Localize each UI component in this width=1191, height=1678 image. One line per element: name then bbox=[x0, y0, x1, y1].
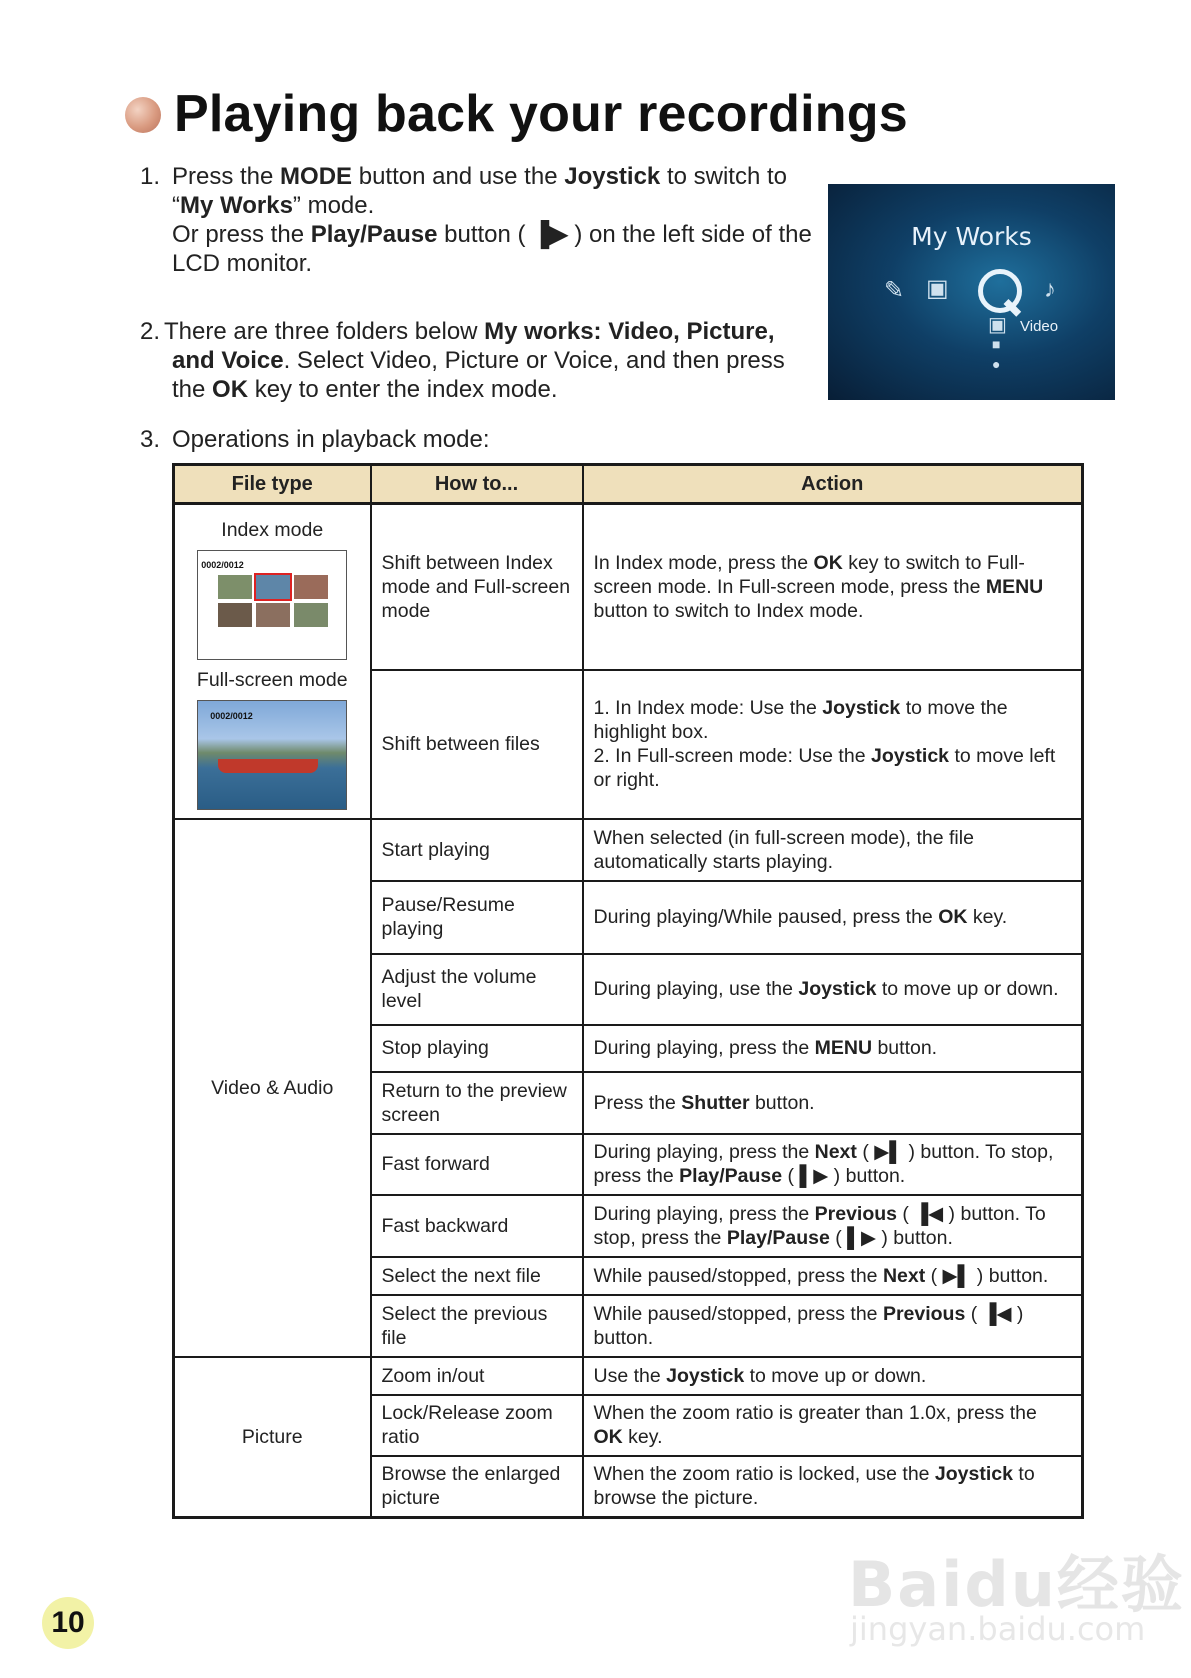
action-bold: Next bbox=[882, 1264, 926, 1287]
action-text: While paused/stopped, press the bbox=[593, 1302, 883, 1325]
how-to-cell: Adjust the volume level bbox=[371, 954, 583, 1025]
step-3 bbox=[140, 425, 840, 454]
index-counter: 0002/0012 bbox=[201, 560, 244, 571]
video-camera-icon: ▣ bbox=[988, 314, 1007, 336]
action-text: While paused/stopped, press the bbox=[593, 1264, 883, 1287]
how-to-cell: Fast backward bbox=[371, 1195, 583, 1257]
action-cell bbox=[583, 1072, 1083, 1134]
step-2 bbox=[140, 317, 840, 404]
action-bold: MENU bbox=[985, 575, 1044, 598]
how-to-cell: Shift between Index mode and Full-screen mode bbox=[371, 504, 583, 670]
action-cell bbox=[583, 504, 1083, 670]
action-text: to move up or down. bbox=[876, 978, 1059, 1000]
action-text: key. bbox=[967, 906, 1008, 928]
step-bold: My works: Video, Picture, bbox=[484, 318, 775, 345]
step-bold: MODE bbox=[280, 163, 353, 190]
action-cell bbox=[583, 954, 1083, 1025]
action-text: ( ▶▌ ) button. bbox=[925, 1264, 1049, 1287]
action-bold: Play/Pause bbox=[679, 1165, 783, 1187]
action-bold: Joystick bbox=[934, 1463, 1013, 1486]
step-bold: and Voice bbox=[172, 347, 284, 374]
action-bold: Joystick bbox=[798, 978, 877, 1000]
action-bold: Joystick bbox=[870, 745, 950, 767]
action-text: Use the bbox=[593, 1364, 667, 1387]
title-bullet bbox=[125, 97, 161, 133]
step-text: to switch to bbox=[660, 163, 787, 190]
action-bold: OK bbox=[938, 906, 968, 928]
fullscreen-mode-thumbnail bbox=[197, 700, 347, 810]
table-row bbox=[174, 1357, 1083, 1395]
action-bold: Joystick bbox=[822, 697, 901, 719]
action-text: When the zoom ratio is greater than 1.0x, press the bbox=[593, 1402, 1037, 1424]
step-2-number: 2. bbox=[140, 318, 161, 345]
action-text: Press the bbox=[593, 1091, 682, 1114]
how-to-cell: Pause/Resume playing bbox=[371, 881, 583, 954]
action-cell bbox=[583, 1195, 1083, 1257]
index-mode-thumbnail bbox=[197, 550, 347, 660]
action-text: During playing, press the bbox=[593, 1141, 815, 1163]
action-cell bbox=[583, 1134, 1083, 1195]
action-bold: Play/Pause bbox=[726, 1226, 830, 1249]
watermark-url: jingyan.baidu.com bbox=[850, 1610, 1146, 1648]
index-mode-label: Index mode bbox=[221, 519, 324, 542]
thumbnail bbox=[256, 603, 290, 627]
action-cell bbox=[583, 670, 1083, 819]
step-text: Or press the bbox=[172, 221, 311, 248]
action-text: key. bbox=[622, 1426, 663, 1448]
video-camera-icon: ▣ bbox=[926, 275, 949, 302]
action-cell bbox=[583, 1257, 1083, 1295]
action-text: to browse the picture. bbox=[593, 1463, 1035, 1510]
action-text: During playing, press the bbox=[593, 1202, 815, 1225]
action-cell bbox=[583, 1357, 1083, 1395]
microphone-icon: ● bbox=[992, 356, 1001, 372]
how-to-cell: Select the previous file bbox=[371, 1295, 583, 1357]
action-text: When the zoom ratio is locked, use the bbox=[593, 1463, 935, 1486]
step-bold: My Works bbox=[180, 192, 293, 219]
my-works-lcd-screenshot bbox=[828, 184, 1115, 400]
action-bold: Previous bbox=[882, 1302, 966, 1325]
step-text: ) on the left side of the bbox=[567, 221, 812, 248]
action-text: During playing/While paused, press the bbox=[593, 906, 939, 928]
action-bold: Previous bbox=[814, 1202, 897, 1225]
column-header: Action bbox=[583, 465, 1083, 504]
action-cell bbox=[583, 1025, 1083, 1072]
thumbnail bbox=[294, 575, 328, 599]
microphone-icon: ♪ bbox=[1044, 276, 1056, 303]
action-text: ( ▶▌ ) button. To stop, press the bbox=[593, 1141, 1054, 1187]
how-to-cell: Start playing bbox=[371, 819, 583, 881]
how-to-cell: Lock/Release zoom ratio bbox=[371, 1395, 583, 1456]
step-1-number: 1. bbox=[140, 163, 161, 190]
play-pause-icon: ▐▶ bbox=[532, 221, 568, 248]
playback-operations-table bbox=[172, 463, 1084, 1519]
file-type-cell: Picture bbox=[174, 1357, 371, 1518]
page-title: Playing back your recordings bbox=[174, 85, 908, 143]
fullscreen-mode-label: Full-screen mode bbox=[196, 669, 348, 692]
boat-photo bbox=[218, 759, 318, 773]
table-row bbox=[174, 504, 1083, 670]
step-text: Operations in playback mode: bbox=[172, 426, 490, 453]
action-text: to move the highlight box. bbox=[593, 697, 1008, 743]
table-row bbox=[174, 819, 1083, 881]
action-cell bbox=[583, 1395, 1083, 1456]
how-to-cell: Browse the enlarged picture bbox=[371, 1456, 583, 1518]
action-text: 1. In Index mode: Use the bbox=[593, 697, 823, 719]
page-number: 10 bbox=[42, 1597, 94, 1649]
step-bold: Play/Pause bbox=[310, 221, 438, 248]
thumbnail bbox=[218, 575, 252, 599]
action-bold: Joystick bbox=[666, 1364, 745, 1387]
step-text: . Select Video, Picture or Voice, and then press bbox=[283, 347, 785, 374]
action-text: 2. In Full-screen mode: Use the bbox=[593, 745, 871, 767]
watermark-logo: Baidu经验 bbox=[848, 1548, 1185, 1621]
full-counter: 0002/0012 bbox=[210, 711, 253, 722]
table-header-row bbox=[174, 465, 1083, 504]
lcd-title: My Works bbox=[911, 222, 1032, 251]
step-text: There are three folders below bbox=[164, 318, 485, 345]
action-text: ( ▌▶ ) button. bbox=[829, 1226, 953, 1249]
step-bold: Joystick bbox=[564, 163, 661, 190]
action-text: key to switch to Full-screen mode. In Full-screen mode, press the bbox=[593, 551, 1025, 598]
thumbnail-selected bbox=[256, 575, 290, 599]
how-to-cell: Shift between files bbox=[371, 670, 583, 819]
step-text: the bbox=[172, 376, 213, 403]
action-bold: OK bbox=[813, 551, 843, 574]
how-to-cell: Stop playing bbox=[371, 1025, 583, 1072]
action-cell bbox=[583, 1295, 1083, 1357]
action-text: ( ▌▶ ) button. bbox=[782, 1165, 906, 1187]
thumbnail bbox=[294, 603, 328, 627]
step-text: LCD monitor. bbox=[172, 250, 313, 277]
action-text: button. bbox=[749, 1091, 815, 1114]
action-bold: Shutter bbox=[681, 1091, 750, 1114]
action-text: During playing, press the bbox=[593, 1037, 815, 1059]
action-cell bbox=[583, 1456, 1083, 1518]
column-header: How to... bbox=[371, 465, 583, 504]
how-to-cell: Fast forward bbox=[371, 1134, 583, 1195]
action-text: ( ▐◀ ) button. bbox=[593, 1302, 1024, 1349]
action-text: ( ▐◀ ) button. To stop, press the bbox=[593, 1202, 1046, 1249]
step-text: ” mode. bbox=[292, 192, 375, 219]
step-text: Press the bbox=[172, 163, 281, 190]
step-bold: OK bbox=[212, 376, 249, 403]
column-header: File type bbox=[174, 465, 371, 504]
file-type-cell bbox=[174, 504, 371, 819]
step-text: key to enter the index mode. bbox=[248, 376, 558, 403]
action-text: to move up or down. bbox=[744, 1364, 927, 1387]
action-bold: Next bbox=[814, 1141, 857, 1163]
step-text: “ bbox=[172, 192, 180, 219]
action-cell bbox=[583, 881, 1083, 954]
how-to-cell: Select the next file bbox=[371, 1257, 583, 1295]
action-bold: MENU bbox=[814, 1037, 873, 1059]
action-text: button to switch to Index mode. bbox=[593, 599, 864, 622]
action-text: During playing, use the bbox=[593, 978, 799, 1000]
step-text: button ( bbox=[437, 221, 533, 248]
step-1 bbox=[140, 162, 840, 278]
action-text: button. bbox=[872, 1037, 938, 1059]
how-to-cell: Zoom in/out bbox=[371, 1357, 583, 1395]
how-to-cell: Return to the preview screen bbox=[371, 1072, 583, 1134]
thumbnail-grid bbox=[214, 573, 332, 629]
file-type-cell: Video & Audio bbox=[174, 819, 371, 1357]
action-bold: OK bbox=[593, 1426, 623, 1448]
step-text: button and use the bbox=[352, 163, 565, 190]
step-3-number: 3. bbox=[140, 426, 161, 453]
wrench-icon: ✎ bbox=[884, 277, 905, 304]
action-text: In Index mode, press the bbox=[593, 551, 814, 574]
action-text: to move left or right. bbox=[593, 745, 1056, 791]
action-cell: When selected (in full-screen mode), the file automatically starts playing. bbox=[583, 819, 1083, 881]
picture-icon: ■ bbox=[992, 336, 1001, 352]
thumbnail bbox=[218, 603, 252, 627]
lcd-sub-label: Video bbox=[1020, 318, 1059, 335]
